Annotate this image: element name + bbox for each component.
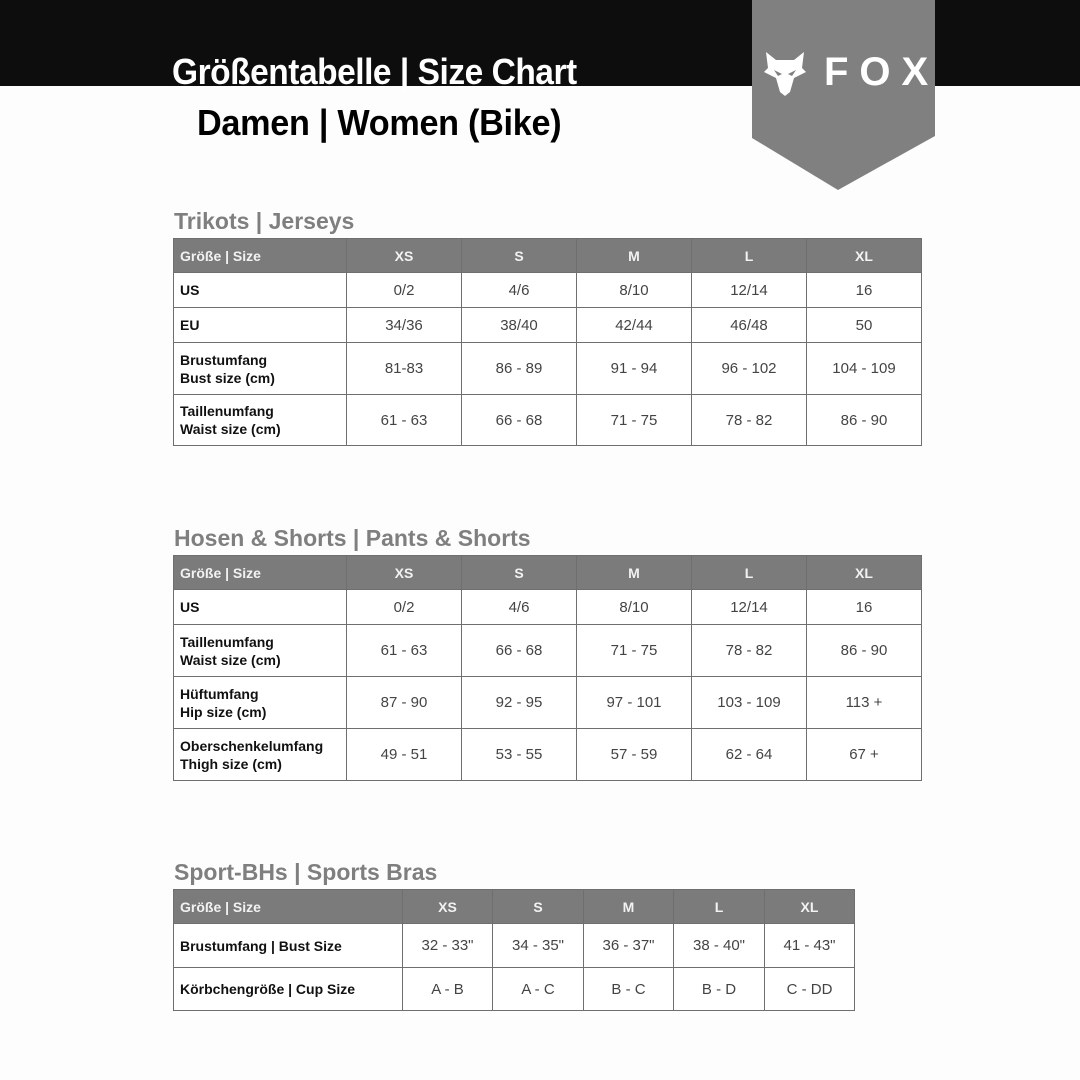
row-label: EU xyxy=(174,308,347,343)
table-cell: 4/6 xyxy=(462,590,577,625)
table-cell: 113 + xyxy=(807,677,922,729)
table-cell: 71 - 75 xyxy=(577,395,692,446)
table-cell: 38/40 xyxy=(462,308,577,343)
header-cell: XL xyxy=(765,890,855,924)
table-cell: 67 + xyxy=(807,729,922,781)
table-cell: 53 - 55 xyxy=(462,729,577,781)
table-cell: 86 - 89 xyxy=(462,343,577,395)
header-cell: Größe | Size xyxy=(174,239,347,273)
table-row xyxy=(174,590,922,625)
header-cell: M xyxy=(577,239,692,273)
table-cell: B - D xyxy=(674,968,765,1011)
table-cell: A - C xyxy=(493,968,584,1011)
table-cell: 78 - 82 xyxy=(692,625,807,677)
header-cell: Größe | Size xyxy=(174,556,347,590)
table-cell: 57 - 59 xyxy=(577,729,692,781)
section-title-bras: Sport-BHs | Sports Bras xyxy=(174,859,438,885)
row-label: Körbchengröße | Cup Size xyxy=(174,968,403,1011)
bras-table xyxy=(173,889,855,1011)
table-cell: 103 - 109 xyxy=(692,677,807,729)
table-cell: A - B xyxy=(403,968,493,1011)
table-cell: 46/48 xyxy=(692,308,807,343)
pants-table xyxy=(173,555,922,781)
header-cell: M xyxy=(577,556,692,590)
jerseys-table xyxy=(173,238,922,446)
table-row xyxy=(174,308,922,343)
table-cell: 34 - 35" xyxy=(493,924,584,968)
header-cell: XS xyxy=(403,890,493,924)
table-cell: 0/2 xyxy=(347,273,462,308)
table-cell: 104 - 109 xyxy=(807,343,922,395)
table-header-row xyxy=(174,556,922,590)
table-row xyxy=(174,273,922,308)
page-title: Größentabelle | Size Chart xyxy=(172,51,577,92)
table-cell: 34/36 xyxy=(347,308,462,343)
table-cell: 78 - 82 xyxy=(692,395,807,446)
page-subtitle: Damen | Women (Bike) xyxy=(197,102,562,143)
header-cell: S xyxy=(462,239,577,273)
table-row xyxy=(174,968,855,1011)
table-row xyxy=(174,729,922,781)
table-cell: 71 - 75 xyxy=(577,625,692,677)
header-cell: L xyxy=(692,239,807,273)
table-cell: 50 xyxy=(807,308,922,343)
table-row xyxy=(174,924,855,968)
table-cell: 16 xyxy=(807,590,922,625)
row-label: Taillenumfang Waist size (cm) xyxy=(174,625,347,677)
header-cell: S xyxy=(462,556,577,590)
section-title-jerseys: Trikots | Jerseys xyxy=(174,208,355,234)
table-cell: 97 - 101 xyxy=(577,677,692,729)
table-cell: 61 - 63 xyxy=(347,395,462,446)
table-cell: 96 - 102 xyxy=(692,343,807,395)
header-cell: S xyxy=(493,890,584,924)
table-cell: 12/14 xyxy=(692,273,807,308)
table-cell: 66 - 68 xyxy=(462,395,577,446)
table-cell: 4/6 xyxy=(462,273,577,308)
header-cell: XL xyxy=(807,556,922,590)
table-cell: 36 - 37" xyxy=(584,924,674,968)
header-cell: XL xyxy=(807,239,922,273)
table-header-row xyxy=(174,239,922,273)
table-cell: 42/44 xyxy=(577,308,692,343)
table-cell: 86 - 90 xyxy=(807,625,922,677)
table-cell: 49 - 51 xyxy=(347,729,462,781)
table-cell: 8/10 xyxy=(577,273,692,308)
table-row xyxy=(174,677,922,729)
table-cell: C - DD xyxy=(765,968,855,1011)
row-label: Oberschenkelumfang Thigh size (cm) xyxy=(174,729,347,781)
row-label: Brustumfang | Bust Size xyxy=(174,924,403,968)
table-cell: 87 - 90 xyxy=(347,677,462,729)
table-row xyxy=(174,625,922,677)
table-cell: 0/2 xyxy=(347,590,462,625)
header-cell: XS xyxy=(347,239,462,273)
table-cell: 91 - 94 xyxy=(577,343,692,395)
fox-head-icon xyxy=(764,50,806,96)
table-cell: 62 - 64 xyxy=(692,729,807,781)
row-label: Taillenumfang Waist size (cm) xyxy=(174,395,347,446)
table-cell: 8/10 xyxy=(577,590,692,625)
row-label: Brustumfang Bust size (cm) xyxy=(174,343,347,395)
table-cell: 41 - 43" xyxy=(765,924,855,968)
table-cell: 81-83 xyxy=(347,343,462,395)
table-cell: 32 - 33" xyxy=(403,924,493,968)
section-title-pants: Hosen & Shorts | Pants & Shorts xyxy=(174,525,531,551)
table-row xyxy=(174,395,922,446)
header-cell: L xyxy=(674,890,765,924)
table-cell: 12/14 xyxy=(692,590,807,625)
row-label: US xyxy=(174,590,347,625)
header-cell: M xyxy=(584,890,674,924)
table-cell: 66 - 68 xyxy=(462,625,577,677)
table-cell: 92 - 95 xyxy=(462,677,577,729)
header-cell: L xyxy=(692,556,807,590)
table-cell: B - C xyxy=(584,968,674,1011)
table-cell: 16 xyxy=(807,273,922,308)
row-label: US xyxy=(174,273,347,308)
header-cell: XS xyxy=(347,556,462,590)
header-cell: Größe | Size xyxy=(174,890,403,924)
table-cell: 61 - 63 xyxy=(347,625,462,677)
table-cell: 86 - 90 xyxy=(807,395,922,446)
table-cell: 38 - 40" xyxy=(674,924,765,968)
brand-banner xyxy=(752,0,940,190)
table-row xyxy=(174,343,922,395)
brand-wordmark: FOX xyxy=(824,50,940,94)
table-header-row xyxy=(174,890,855,924)
row-label: Hüftumfang Hip size (cm) xyxy=(174,677,347,729)
